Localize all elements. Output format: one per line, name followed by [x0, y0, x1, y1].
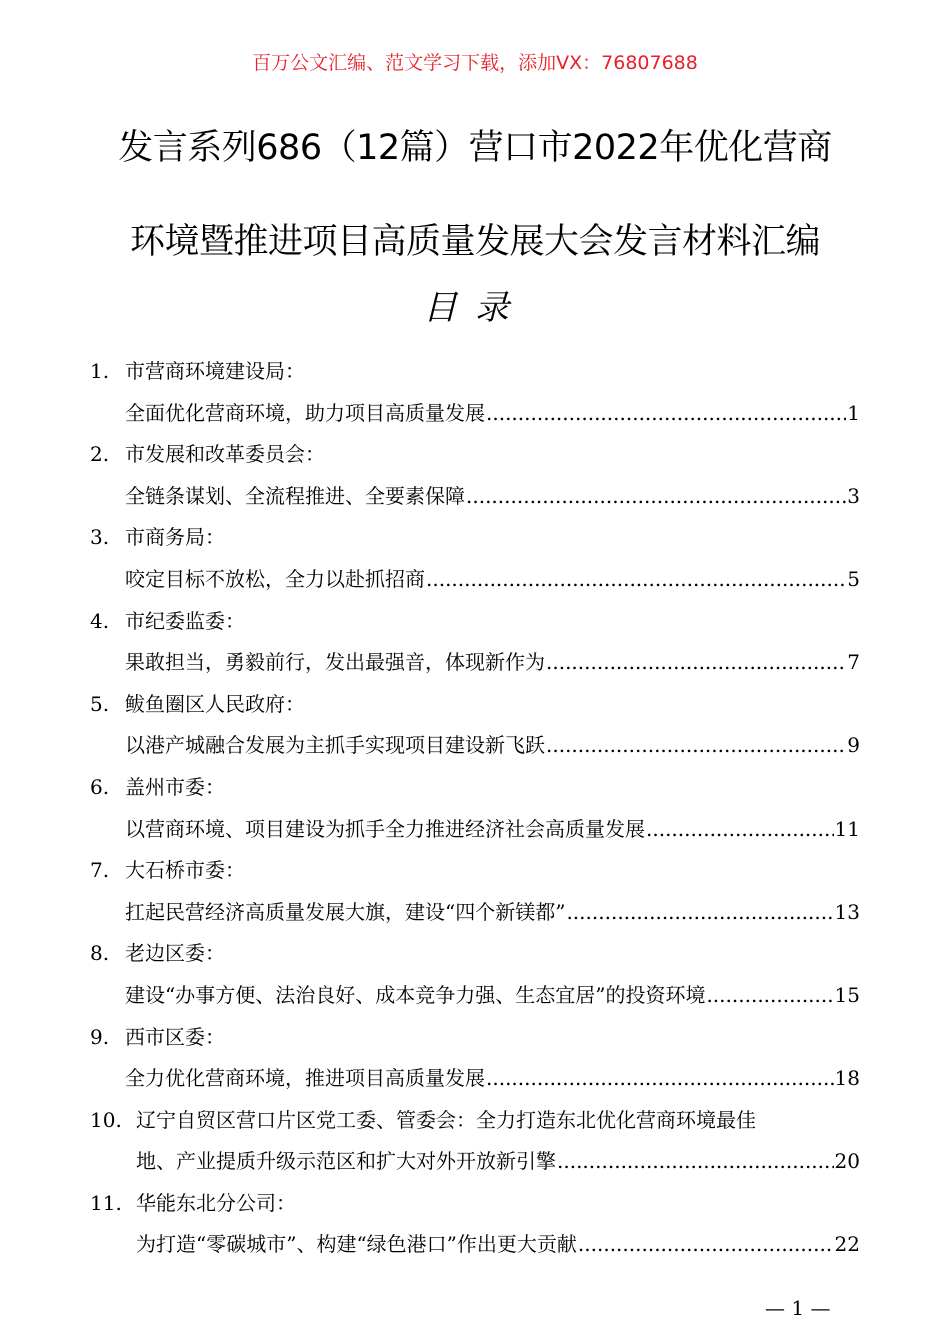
- indent: [90, 393, 125, 435]
- toc-entry-org-label: 市发展和改革委员会：: [125, 442, 325, 467]
- toc-entry-org-label: 华能东北分公司：: [136, 1190, 296, 1215]
- toc-entry-org: [90, 933, 860, 975]
- toc-entry-org-label: 辽宁自贸区营口片区党工委、管委会：全力打造东北优化营商环境最佳: [136, 1107, 756, 1132]
- toc-entry-title[interactable]: 果敢担当，勇毅前行，发出最强音，体现新作为: [125, 650, 545, 675]
- toc-entry-number: 5.: [90, 691, 110, 716]
- dot-leader: [646, 809, 834, 851]
- toc-entry-org: [90, 351, 860, 393]
- toc-entry-title[interactable]: 全力优化营商环境，推进项目高质量发展: [125, 1066, 485, 1091]
- toc-entry-title-row[interactable]: [90, 642, 860, 684]
- toc-entry-org: [90, 434, 860, 476]
- toc-entry-page: 5: [847, 566, 860, 591]
- toc-entry-title[interactable]: 全面优化营商环境，助力项目高质量发展: [125, 400, 485, 425]
- toc-entry-number: 2.: [90, 442, 110, 467]
- toc-entry-org-label: 盖州市委：: [125, 774, 225, 799]
- indent: [90, 892, 125, 934]
- toc-entry-title-row[interactable]: [90, 725, 860, 767]
- toc-entry-title-row[interactable]: [90, 975, 860, 1017]
- dot-leader: [578, 1224, 834, 1266]
- toc-entry-number: 4.: [90, 608, 110, 633]
- toc-entry-page: 20: [834, 1149, 860, 1174]
- toc-entry-number: 11.: [90, 1190, 122, 1215]
- toc-entry-title[interactable]: 咬定目标不放松，全力以赴抓招商: [125, 566, 425, 591]
- toc-entry-number: 10.: [90, 1107, 122, 1132]
- toc-entry-org: [90, 1017, 860, 1059]
- toc-entry-page: 15: [834, 982, 860, 1007]
- toc-entry-org: [90, 1183, 860, 1225]
- toc-entry-title-row[interactable]: [90, 809, 860, 851]
- indent: [90, 975, 125, 1017]
- document-title-line-1: 发言系列686（12篇）营口市2022年优化营商: [118, 128, 832, 168]
- indent: [90, 809, 125, 851]
- toc-entry-number: 8.: [90, 941, 110, 966]
- toc-entry-title-row[interactable]: [90, 393, 860, 435]
- dot-leader: [486, 393, 846, 435]
- toc-entry-org-label: 西市区委：: [125, 1024, 225, 1049]
- toc-entry-page: 11: [834, 816, 860, 841]
- toc-entry-page: 22: [834, 1232, 860, 1257]
- toc-entry-number: 9.: [90, 1024, 110, 1049]
- toc-entry-title-row[interactable]: [90, 1224, 860, 1266]
- toc-entry-org-label: 大石桥市委：: [125, 858, 245, 883]
- toc-entry-title[interactable]: 建设“办事方便、法治良好、成本竞争力强、生态宜居”的投资环境: [125, 982, 706, 1007]
- toc-entry-org-label: 市营商环境建设局：: [125, 359, 305, 383]
- toc-entry-number: 6.: [90, 774, 110, 799]
- watermark-banner: 百万公文汇编、范文学习下载，添加VX：76807688: [252, 52, 698, 74]
- dot-leader: [466, 476, 846, 518]
- toc-entry-number: 1.: [90, 359, 110, 383]
- toc-entry-title-row[interactable]: [90, 1141, 860, 1183]
- toc-entry-title-row[interactable]: [90, 1058, 860, 1100]
- toc-entry-org-label: 市商务局：: [125, 525, 225, 550]
- toc-entry-page: 3: [847, 483, 860, 508]
- toc-entry-title[interactable]: 地、产业提质升级示范区和扩大对外开放新引擎: [136, 1149, 556, 1174]
- dot-leader: [546, 725, 846, 767]
- toc-entry-org: [90, 601, 860, 643]
- indent: [90, 1224, 136, 1266]
- toc-entry-title[interactable]: 以港产城融合发展为主抓手实现项目建设新飞跃: [125, 733, 545, 758]
- toc-entry-title-row[interactable]: [90, 476, 860, 518]
- toc-entry-org: [90, 684, 860, 726]
- table-of-contents: [90, 351, 860, 1266]
- toc-entry-org-label: 老边区委：: [125, 941, 225, 966]
- toc-entry-number: 7.: [90, 858, 110, 883]
- toc-entry-org-label: 市纪委监委：: [125, 608, 245, 633]
- toc-entry-org: [90, 850, 860, 892]
- toc-entry-title-row[interactable]: [90, 559, 860, 601]
- indent: [90, 1058, 125, 1100]
- toc-entry-title-row[interactable]: [90, 892, 860, 934]
- toc-entry-org: [90, 1100, 860, 1142]
- dot-leader: [546, 642, 846, 684]
- indent: [90, 642, 125, 684]
- toc-entry-title[interactable]: 全链条谋划、全流程推进、全要素保障: [125, 483, 465, 508]
- dot-leader: [566, 892, 833, 934]
- indent: [90, 1141, 136, 1183]
- indent: [90, 476, 125, 518]
- toc-entry-page: 9: [847, 733, 860, 758]
- toc-entry-title[interactable]: 为打造“零碳城市”、构建“绿色港口”作出更大贡献: [136, 1232, 577, 1257]
- page-number: — 1 —: [765, 1296, 831, 1320]
- toc-entry-page: 13: [834, 899, 860, 924]
- toc-entry-page: 18: [834, 1066, 860, 1091]
- toc-entry-title[interactable]: 以营商环境、项目建设为抓手全力推进经济社会高质量发展: [125, 816, 645, 841]
- dot-leader: [557, 1141, 834, 1183]
- indent: [90, 725, 125, 767]
- toc-heading: 目录: [423, 288, 527, 328]
- toc-entry-org-label: 鲅鱼圈区人民政府：: [125, 691, 305, 716]
- toc-entry-title[interactable]: 扛起民营经济高质量发展大旗，建设“四个新镁都”: [125, 899, 566, 924]
- toc-entry-number: 3.: [90, 525, 110, 550]
- dot-leader: [426, 559, 846, 601]
- toc-entry-org: [90, 767, 860, 809]
- toc-entry-page: 7: [847, 650, 860, 675]
- dot-leader: [706, 975, 833, 1017]
- toc-entry-org: [90, 517, 860, 559]
- dot-leader: [486, 1058, 834, 1100]
- document-title-line-2: 环境暨推进项目高质量发展大会发言材料汇编: [129, 222, 820, 262]
- indent: [90, 559, 125, 601]
- toc-entry-page: 1: [847, 400, 860, 425]
